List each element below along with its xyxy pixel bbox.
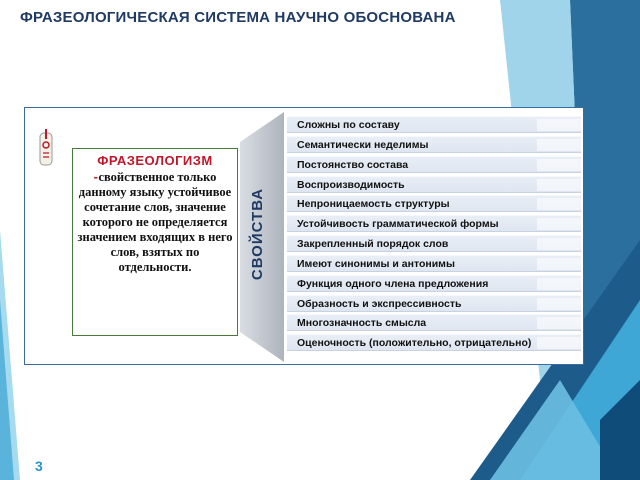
property-tab <box>537 218 581 230</box>
property-tab <box>537 159 581 171</box>
property-tab <box>537 278 581 290</box>
property-item <box>287 136 581 153</box>
definition-box <box>72 148 238 336</box>
property-text: Сложны по составу <box>297 119 400 131</box>
property-text: Функция одного члена предложения <box>297 277 489 290</box>
definition-term: ФРАЗЕОЛОГИЗМ - <box>93 153 213 184</box>
property-item <box>287 235 581 252</box>
property-tab <box>537 317 581 329</box>
property-item <box>287 156 581 173</box>
property-text: Оценочность (положительно, отрицательно) <box>297 337 532 350</box>
property-text: Воспроизводимость <box>297 178 405 191</box>
property-tab <box>537 298 581 310</box>
property-tab <box>537 238 581 250</box>
property-item <box>287 334 581 351</box>
properties-list <box>287 116 581 354</box>
property-tab <box>537 119 581 131</box>
property-tab <box>537 179 581 191</box>
property-text: Непроницаемость структуры <box>297 198 450 211</box>
property-text: Постоянство состава <box>297 158 409 171</box>
definition-text: свойственное только данному языку устойчивое сочетание слов, значение которого не определяется значением входящих в него слов, взятых по отдельности. <box>77 170 233 274</box>
property-item <box>287 176 581 193</box>
properties-label: СВОЙСТВА <box>249 187 266 281</box>
property-text: Многозначность смысла <box>297 317 427 330</box>
property-text: Семантически неделимы <box>297 138 429 151</box>
property-item <box>287 314 581 331</box>
paperclip-icon <box>38 127 54 169</box>
property-tab <box>537 198 581 210</box>
property-text: Устойчивость грамматической формы <box>297 218 499 231</box>
property-item <box>287 215 581 232</box>
slide-number: 3 <box>35 458 43 474</box>
property-tab <box>537 139 581 151</box>
property-tab <box>537 337 581 349</box>
property-item <box>287 295 581 312</box>
property-item <box>287 275 581 292</box>
property-item <box>287 255 581 272</box>
property-tab <box>537 258 581 270</box>
page-title: ФРАЗЕОЛОГИЧЕСКАЯ СИСТЕМА НАУЧНО ОБОСНОВАНА <box>20 9 456 26</box>
property-text: Образность и экспрессивность <box>297 297 462 310</box>
property-item <box>287 195 581 212</box>
property-text: Имеют синонимы и антонимы <box>297 257 455 270</box>
property-item <box>287 116 581 133</box>
property-text: Закрепленный порядок слов <box>297 238 449 251</box>
